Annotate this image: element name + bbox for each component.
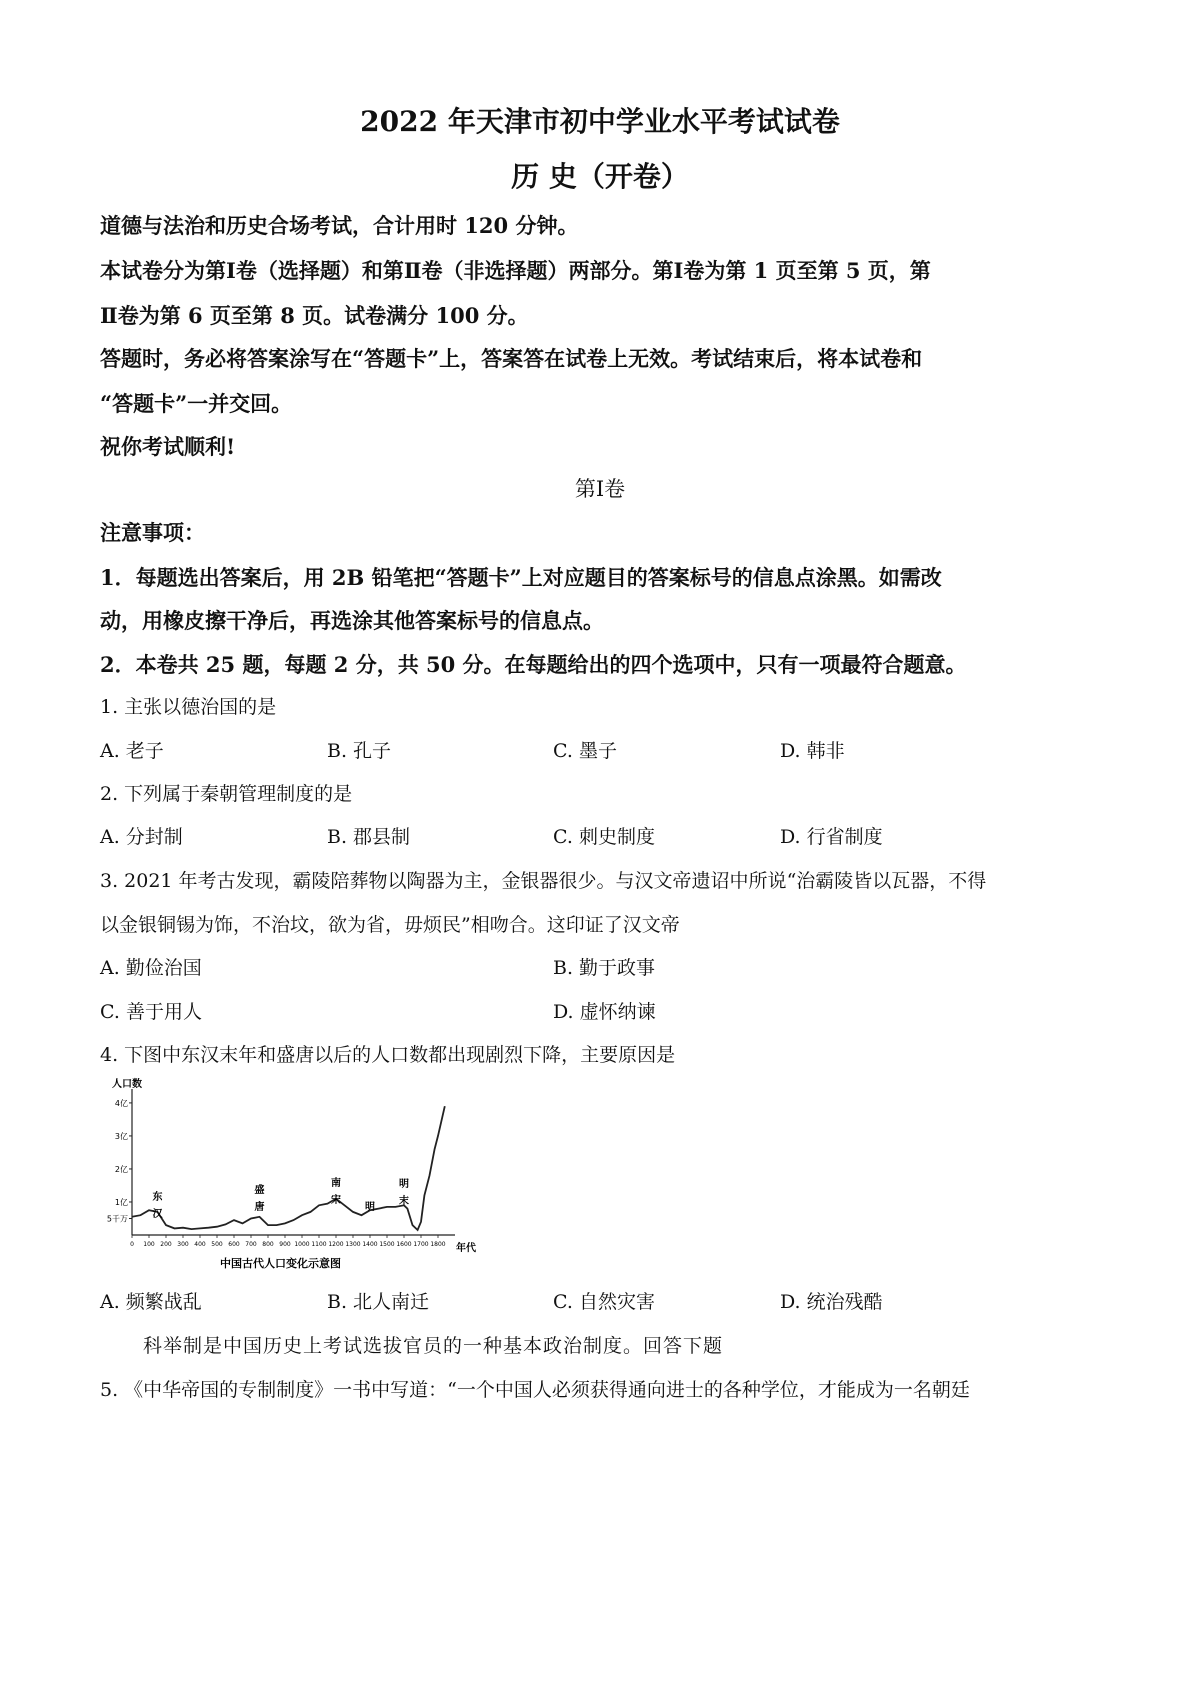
x-tick-label: 500 — [211, 1241, 223, 1248]
note-item: 2．本卷共 25 题，每题 2 分，共 50 分。在每题给出的四个选项中，只有一项最符合题意。 — [100, 652, 967, 677]
option-b: B. 孔子 — [327, 740, 392, 762]
x-tick-label: 1400 — [362, 1241, 378, 1248]
exam-subtitle: 历 史（开卷） — [511, 160, 689, 193]
option-d: D. 行省制度 — [780, 826, 883, 848]
population-line — [132, 1106, 445, 1230]
x-tick-label: 400 — [194, 1241, 206, 1248]
note-item: 1．每题选出答案后，用 2B 铅笔把“答题卡”上对应题目的答案标号的信息点涂黑。如需改 — [100, 565, 942, 590]
chart-annotation: 明 — [365, 1202, 375, 1213]
option-b: B. 郡县制 — [327, 826, 411, 848]
x-tick-label: 1000 — [294, 1241, 310, 1248]
notes-title: 注意事项： — [100, 520, 205, 545]
question-stem: 5. 《中华帝国的专制制度》一书中写道：“一个中国人必须获得通向进士的各种学位，才能成为一名朝廷 — [100, 1379, 970, 1401]
option-c: C. 自然灾害 — [553, 1291, 655, 1313]
x-tick-label: 1600 — [396, 1241, 412, 1248]
y-tick-label: 1亿 — [114, 1197, 128, 1207]
x-tick-label: 600 — [228, 1241, 240, 1248]
x-tick-label: 300 — [177, 1241, 189, 1248]
option-b: B. 北人南迁 — [327, 1291, 430, 1313]
x-tick-label: 100 — [143, 1241, 155, 1248]
option-b: B. 勤于政事 — [553, 957, 656, 979]
x-tick-label: 1800 — [430, 1241, 446, 1248]
chart-annotation: 盛唐 — [254, 1185, 265, 1213]
question-stem: 4. 下图中东汉末年和盛唐以后的人口数都出现剧烈下降，主要原因是 — [100, 1044, 676, 1066]
x-tick-label: 1300 — [345, 1241, 361, 1248]
option-c: C. 墨子 — [553, 740, 617, 762]
population-chart — [106, 1075, 485, 1270]
section-heading: 第Ⅰ卷 — [574, 477, 626, 501]
option-c: C. 刺史制度 — [553, 826, 655, 848]
y-tick-label: 3亿 — [114, 1131, 128, 1141]
y-tick-label: 5千万 — [106, 1214, 128, 1224]
option-a: A. 勤俭治国 — [100, 957, 202, 979]
x-tick-label: 1500 — [379, 1241, 395, 1248]
option-d: D. 统治残酷 — [780, 1291, 883, 1313]
question-stem: 1. 主张以德治国的是 — [100, 696, 277, 718]
note-item: 动，用橡皮擦干净后，再选涂其他答案标号的信息点。 — [100, 608, 604, 633]
chart-xlabel: 年代 — [456, 1243, 476, 1254]
chart-ylabel: 人口数 — [112, 1079, 142, 1090]
intro-line: “答题卡”一并交回。 — [100, 391, 293, 416]
x-tick-label: 800 — [262, 1241, 274, 1248]
intro-line: 祝你考试顺利! — [100, 434, 236, 459]
x-tick-label: 1700 — [413, 1241, 429, 1248]
question-stem: 2. 下列属于秦朝管理制度的是 — [100, 783, 353, 805]
y-tick-label: 4亿 — [114, 1098, 128, 1108]
exam-title: 2022 年天津市初中学业水平考试试卷 — [360, 105, 840, 138]
option-a: A. 频繁战乱 — [100, 1291, 202, 1313]
option-c: C. 善于用人 — [100, 1001, 202, 1023]
question-stem: 以金银铜锡为饰，不治坟，欲为省，毋烦民”相吻合。这印证了汉文帝 — [100, 914, 680, 936]
option-d: D. 虚怀纳谏 — [553, 1001, 656, 1023]
x-tick-label: 200 — [160, 1241, 172, 1248]
option-d: D. 韩非 — [780, 740, 845, 762]
chart-annotation: 东汉 — [152, 1192, 163, 1220]
intro-line: Ⅱ卷为第 6 页至第 8 页。试卷满分 100 分。 — [100, 303, 529, 328]
x-tick-label: 700 — [245, 1241, 257, 1248]
passage-text: 科举制是中国历史上考试选拔官员的一种基本政治制度。回答下题 — [143, 1335, 724, 1357]
x-tick-label: 0 — [130, 1241, 134, 1248]
option-a: A. 分封制 — [100, 826, 183, 848]
y-tick-label: 2亿 — [114, 1164, 128, 1174]
x-tick-label: 1200 — [328, 1241, 344, 1248]
chart-annotation: 南宋 — [331, 1178, 341, 1206]
chart-annotation: 明末 — [399, 1179, 409, 1207]
intro-line: 道德与法治和历史合场考试，合计用时 120 分钟。 — [100, 213, 579, 238]
option-a: A. 老子 — [100, 740, 164, 762]
x-tick-label: 1100 — [311, 1241, 327, 1248]
question-stem: 3. 2021 年考古发现，霸陵陪葬物以陶器为主，金银器很少。与汉文帝遗诏中所说“治霸陵皆以瓦器，不得 — [100, 870, 987, 892]
intro-line: 本试卷分为第Ⅰ卷（选择题）和第Ⅱ卷（非选择题）两部分。第Ⅰ卷为第 1 页至第 5 页，第 — [100, 258, 931, 283]
x-tick-label: 900 — [279, 1241, 291, 1248]
chart-title: 中国古代人口变化示意图 — [220, 1257, 341, 1270]
intro-line: 答题时，务必将答案涂写在“答题卡”上，答案答在试卷上无效。考试结束后，将本试卷和 — [100, 346, 923, 371]
